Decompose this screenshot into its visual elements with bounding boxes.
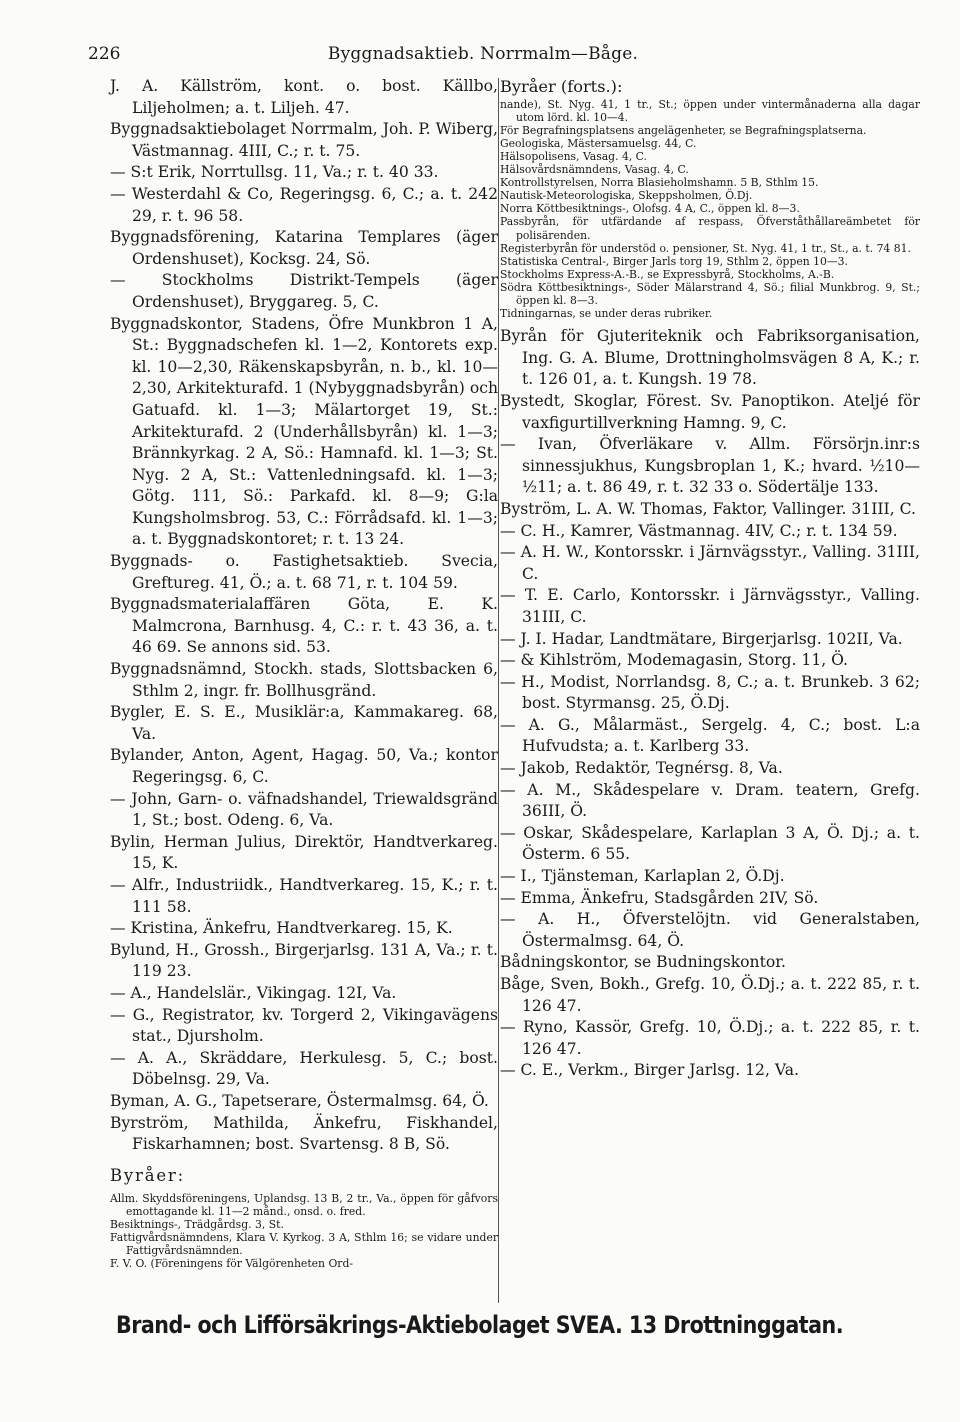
byra-entry: Hälsovårdsnämndens, Vasag. 4, C. xyxy=(500,163,689,177)
byra-entry: Hälsopolisens, Vasag. 4, C. xyxy=(500,149,647,163)
byra-entry: Kontrollstyrelsen, Norra Blasieholmshamn. 5 B, Sthlm 15. xyxy=(500,176,819,190)
byra-entry: Norra Köttbesiktnings-, Olofsg. 4 A, C., öppen kl. 8—3. xyxy=(500,202,800,216)
directory-entry: Bylin, Herman Julius, Direktör, Handtverkareg. 15, K. xyxy=(110,832,498,873)
directory-entry: — A. A., Skräddare, Herkulesg. 5, C.; bost. Döbelnsg. 29, Va. xyxy=(110,1048,498,1089)
directory-entry: Bylander, Anton, Agent, Hagag. 50, Va.; kontor Regeringsg. 6, C. xyxy=(110,746,498,786)
directory-entry: — A. H., Öfverstelöjtn. vid Generalstaben, Östermalmsg. 64, Ö. xyxy=(500,910,920,950)
directory-entry: — Stockholms Distrikt-Tempels (äger Ordenshuset), Bryggareg. 5, C. xyxy=(110,271,498,311)
byra-entry: Besiktnings-, Trädgårdsg. 3, St. xyxy=(110,1217,284,1231)
directory-entry: — Kristina, Änkefru, Handtverkareg. 15, K. xyxy=(110,919,453,938)
directory-entry: Båge, Sven, Bokh., Grefg. 10, Ö.Dj.; a. t. 222 85, r. t. 126 47. xyxy=(500,975,920,1015)
directory-entry: — J. I. Hadar, Landtmätare, Birgerjarlsg. 102II, Va. xyxy=(500,629,903,648)
right-entries xyxy=(500,326,920,1082)
byra-entry: F. V. O. (Föreningens för Välgörenheten Ord- xyxy=(110,1257,354,1271)
directory-entry: — Ryno, Kassör, Grefg. 10, Ö.Dj.; a. t. 222 85, r. t. 126 47. xyxy=(500,1018,920,1058)
page-number: 226 xyxy=(88,44,121,64)
byra-entry: För Begrafningsplatsens angelägenheter, se Begrafningsplatserna. xyxy=(500,123,867,137)
byra-entry: Stockholms Express-A.-B., se Expressbyrå, Stockholms, A.-B. xyxy=(500,267,835,281)
directory-entry: — John, Garn- o. väfnadshandel, Triewaldsgränd 1, St.; bost. Odeng. 6, Va. xyxy=(110,789,498,830)
directory-entry: Bygler, E. S. E., Musiklär:a, Kammakareg. 68, Va. xyxy=(110,703,498,743)
right-intro: Byråer (forts.): xyxy=(500,77,623,96)
directory-entry: — S:t Erik, Norrtullsg. 11, Va.; r. t. 40 33. xyxy=(110,163,439,182)
directory-entry: — C. E., Verkm., Birger Jarlsg. 12, Va. xyxy=(500,1061,799,1080)
byra-entry: Fattigvårdsnämndens, Klara V. Kyrkog. 3 A, Sthlm 16; se vidare under Fattigvårdsnämnden. xyxy=(110,1230,498,1258)
directory-entry: Byggnadskontor, Stadens, Öfre Munkbron 1 A, St.: Byggnadschefen kl. 1—2, Kontorets exp. kl. 10—2,30, Räkenskapsbyrån, n. b., kl. 10—2,30, Arkitekturafd. 1 (Nybyggnadsbyrån) och Gatuafd. kl. 1—3; Mälartorget 19, St.: Arkitekturafd. 2 (Underhållsbyrån) kl. 1—3; Brännkyrkag. 2 A, Sö.: Hamnafd. kl. 1—3; St. Nyg. 2 A, St.: Vattenledningsafd. kl. 1—3; Götg. 111, Sö.: Parkafd. kl. 8—9; G:la Kungsholmsbrog. 53, C.: Förrådsafd. kl. 1—3; a. t. Byggnadskontoret; r. t. 13 24. xyxy=(110,314,498,549)
directory-entry: Byggnads- o. Fastighetsaktieb. Svecia, Greftureg. 41, Ö.; a. t. 68 71, r. t. 104 59. xyxy=(110,552,498,592)
directory-entry: Byggnadsaktiebolaget Norrmalm, Joh. P. Wiberg, Västmannag. 4III, C.; r. t. 75. xyxy=(110,120,498,160)
directory-entry: Byggnadsförening, Katarina Templares (äger Ordenshuset), Kocksg. 24, Sö. xyxy=(110,228,498,268)
byra-entry: nande), St. Nyg. 41, 1 tr., St.; öppen under vintermånaderna alla dagar utom lörd. kl. 10—4. xyxy=(500,97,920,124)
left-column xyxy=(110,76,498,1270)
directory-entry: Byrån för Gjuteriteknik och Fabriksorganisation, Ing. G. A. Blume, Drottningholmsvägen 8 A, K.; r. t. 126 01, a. t. Kungsh. 19 78. xyxy=(500,327,920,389)
byra-entry: Passbyrån, för utfärdande af respass, Öfverståthållareämbetet för polisärenden. xyxy=(500,215,920,242)
left-entries xyxy=(110,76,498,1156)
byra-entry: Nautisk-Meteorologiska, Skeppsholmen, Ö.Dj. xyxy=(500,189,753,203)
directory-entry: — A. M., Skådespelare v. Dram. teatern, Grefg. 36III, Ö. xyxy=(500,780,920,821)
directory-entry: Byggnadsnämnd, Stockh. stads, Slottsbacken 6, Sthlm 2, ingr. fr. Bollhusgränd. xyxy=(110,660,498,700)
directory-entry: — I., Tjänsteman, Karlaplan 2, Ö.Dj. xyxy=(500,867,785,886)
directory-entry: — A. H. W., Kontorsskr. i Järnvägsstyr., Valling. 31III, C. xyxy=(500,543,920,583)
directory-entry: — G., Registrator, kv. Torgerd 2, Vikingavägens stat., Djursholm. xyxy=(110,1005,498,1046)
directory-entry: Byrström, Mathilda, Änkefru, Fiskhandel, Fiskarhamnen; bost. Svartensg. 8 B, Sö. xyxy=(110,1113,498,1154)
directory-entry: — C. H., Kamrer, Västmannag. 4IV, C.; r. t. 134 59. xyxy=(500,521,898,540)
byra-entry: Statistiska Central-, Birger Jarls torg 19, Sthlm 2, öppen 10—3. xyxy=(500,254,848,268)
byraer-heading: Byråer: xyxy=(110,1165,185,1185)
right-column xyxy=(500,76,920,1082)
directory-entry: Bylund, H., Grossh., Birgerjarlsg. 131 A, Va.; r. t. 119 23. xyxy=(110,940,498,981)
directory-entry: — A. G., Målarmäst., Sergelg. 4, C.; bost. L:a Hufvudsta; a. t. Karlberg 33. xyxy=(500,715,920,756)
byra-entry: Registerbyrån för understöd o. pensioner, St. Nyg. 41, 1 tr., St., a. t. 74 81. xyxy=(500,241,911,255)
directory-entry: — Westerdahl & Co, Regeringsg. 6, C.; a. t. 242 29, r. t. 96 58. xyxy=(110,184,498,225)
right-small-entries xyxy=(500,98,920,321)
byra-entry: Tidningarnas, se under deras rubriker. xyxy=(500,307,713,321)
directory-entry: — & Kihlström, Modemagasin, Storg. 11, Ö. xyxy=(500,651,849,670)
directory-entry: — Oskar, Skådespelare, Karlaplan 3 A, Ö. Dj.; a. t. Österm. 6 55. xyxy=(500,823,920,864)
running-head: Byggnadsaktieb. Norrmalm—Båge. xyxy=(327,44,639,64)
directory-entry: — Alfr., Industriidk., Handtverkareg. 15, K.; r. t. 111 58. xyxy=(110,875,498,916)
byra-entry: Södra Köttbesiktnings-, Söder Mälarstrand 4, Sö.; filial Munkbrog. 9, St.; öppen kl. 8—3. xyxy=(500,280,920,307)
column-divider xyxy=(498,78,499,1303)
directory-entry: Byman, A. G., Tapetserare, Östermalmsg. 64, Ö. xyxy=(110,1091,489,1110)
directory-entry: — Ivan, Öfverläkare v. Allm. Försörjn.inr:s sinnessjukhus, Kungsbroplan 1, K.; hvard. ½10—½11; a. t. 86 49, r. t. 32 33 o. Södertälje 133. xyxy=(500,435,920,497)
byraer-small-entries xyxy=(110,1192,498,1271)
byra-entry: Allm. Skyddsföreningens, Uplandsg. 13 B, 2 tr., Va., öppen för gåfvors emottagande kl. 11—2 månd., onsd. o. fred. xyxy=(110,1191,498,1218)
directory-entry: Byström, L. A. W. Thomas, Faktor, Vallinger. 31III, C. xyxy=(500,499,916,518)
footer-advertisement: Brand- och Lifförsäkrings-Aktiebolaget SVEA. 13 Drottninggatan. xyxy=(116,1311,844,1339)
directory-entry: Byggnadsmaterialaffären Göta, E. K. Malmcrona, Barnhusg. 4, C.: r. t. 43 36, a. t. 46 69. Se annons sid. 53. xyxy=(110,595,498,657)
directory-entry: Bystedt, Skoglar, Förest. Sv. Panoptikon. Ateljé för vaxfigurtillverkning Hamng. 9, C. xyxy=(500,391,920,432)
page-header xyxy=(88,44,878,70)
directory-entry: — Emma, Änkefru, Stadsgården 2IV, Sö. xyxy=(500,888,819,907)
directory-entry: J. A. Källström, kont. o. bost. Källbo, Liljeholmen; a. t. Liljeh. 47. xyxy=(110,77,498,117)
directory-entry: — A., Handelslär., Vikingag. 12I, Va. xyxy=(110,983,397,1002)
directory-entry: Bådningskontor, se Budningskontor. xyxy=(500,953,786,972)
directory-entry: — T. E. Carlo, Kontorsskr. i Järnvägsstyr., Valling. 31III, C. xyxy=(500,586,920,626)
byra-entry: Geologiska, Mästersamuelsg. 44, C. xyxy=(500,136,697,150)
directory-entry: — H., Modist, Norrlandsg. 8, C.; a. t. Brunkeb. 3 62; bost. Styrmansg. 25, Ö.Dj. xyxy=(500,672,920,713)
directory-entry: — Jakob, Redaktör, Tegnérsg. 8, Va. xyxy=(500,759,783,778)
